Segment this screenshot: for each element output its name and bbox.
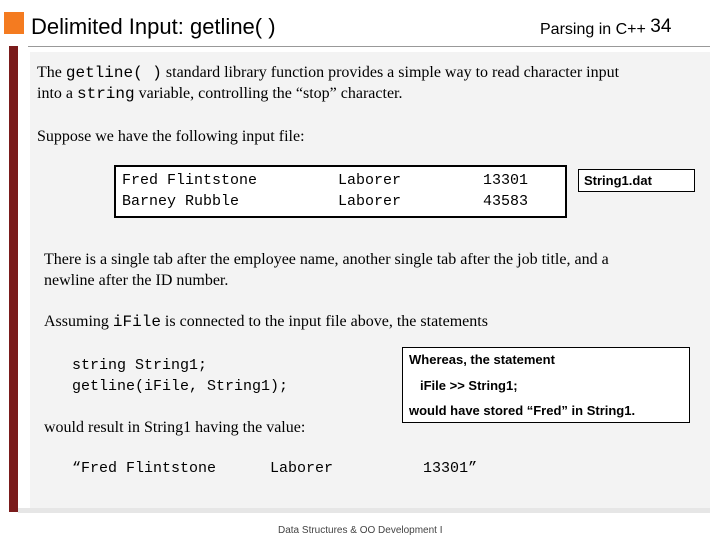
input-cell-name: Fred Flintstone (122, 172, 258, 189)
assuming-text: Assuming (44, 313, 113, 330)
file-name-label: String1.dat (578, 169, 695, 192)
intro-text: variable, controlling the “stop” character. (134, 85, 403, 102)
code-block (72, 355, 288, 397)
intro-line-2 (37, 83, 403, 105)
accent-square (4, 12, 24, 34)
whereas-line-3: would have stored “Fred” in String1. (409, 403, 636, 418)
suppose-text: Suppose we have the following input file: (37, 128, 305, 145)
slide-number: 34 (650, 16, 672, 37)
panel-shadow (18, 508, 710, 513)
whereas-box (402, 347, 690, 423)
input-file-box (114, 165, 567, 218)
whereas-line-2: iFile >> String1; (420, 378, 518, 393)
input-cell-title: Laborer (338, 172, 402, 189)
footer-text: Data Structures & OO Development I (278, 525, 443, 536)
tab-note-line-1: There is a single tab after the employee name, another single tab after the job title, and a (44, 251, 609, 268)
intro-line-1 (37, 62, 619, 84)
input-cell-id: 43583 (483, 193, 529, 210)
intro-text: The (37, 64, 66, 81)
result-intro: would result in String1 having the value: (44, 419, 306, 436)
tab-note-line-2: newline after the ID number. (44, 272, 229, 289)
intro-text: standard library function provides a simple way to read character input (161, 64, 620, 81)
assuming-line (44, 311, 488, 333)
whereas-line-1: Whereas, the statement (409, 352, 555, 367)
left-accent-bar (9, 46, 18, 512)
code-line: string String1; (72, 357, 208, 374)
header-divider (28, 46, 710, 47)
input-cell-name: Barney Rubble (122, 193, 240, 210)
code-line: getline(iFile, String1); (72, 378, 289, 395)
intro-code-getline: getline( ) (65, 64, 162, 82)
slide-header-right (540, 18, 671, 40)
assuming-text: is connected to the input file above, the statements (160, 313, 488, 330)
slide-title: Delimited Input: getline( ) (31, 14, 276, 39)
intro-text: into a (37, 85, 77, 102)
assuming-code-ifile: iFile (112, 313, 161, 331)
input-cell-id: 13301 (483, 172, 529, 189)
course-name: Parsing in C++ (540, 21, 646, 38)
intro-code-string: string (77, 85, 135, 103)
result-value: “Fred Flintstone Laborer 13301” (72, 460, 478, 477)
input-cell-title: Laborer (338, 193, 402, 210)
